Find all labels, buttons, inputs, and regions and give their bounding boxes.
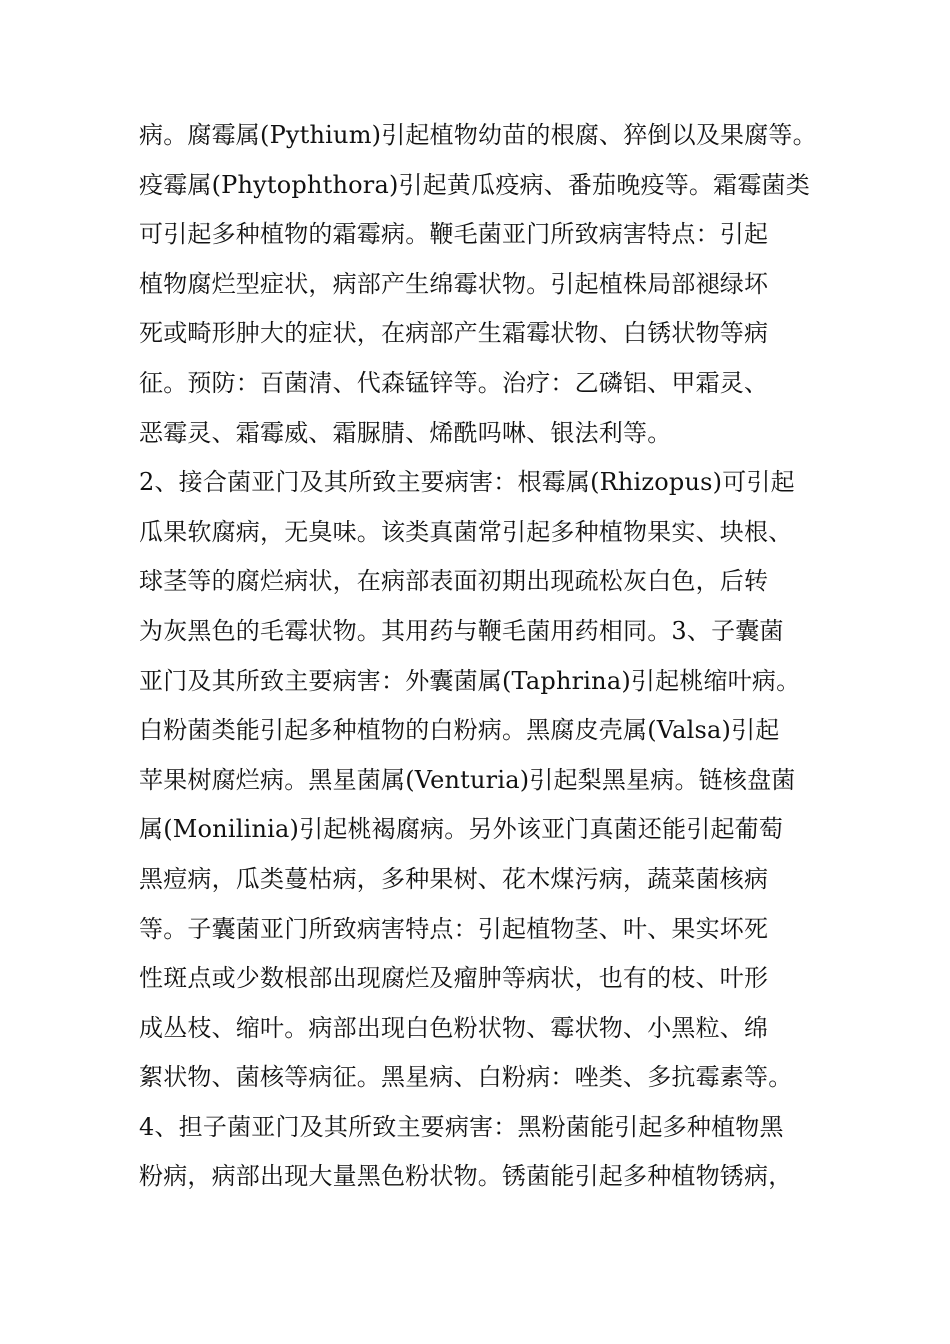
text-line: 白粉菌类能引起多种植物的白粉病。黑腐皮壳属(Valsa)引起 xyxy=(139,716,780,745)
text-line: 疫霉属(Phytophthora)引起黄瓜疫病、番茄晚疫等。霜霉菌类 xyxy=(139,170,810,199)
text-line: 亚门及其所致主要病害：外囊菌属(Taphrina)引起桃缩叶病。 xyxy=(139,666,801,695)
text-line: 4、担子菌亚门及其所致主要病害：黑粉菌能引起多种植物黑 xyxy=(139,1112,784,1141)
text-line: 可引起多种植物的霜霉病。鞭毛菌亚门所致病害特点：引起 xyxy=(139,220,769,249)
text-line: 2、接合菌亚门及其所致主要病害：根霉属(Rhizopus)可引起 xyxy=(139,468,795,497)
text-line: 为灰黑色的毛霉状物。其用药与鞭毛菌用药相同。3、子囊菌 xyxy=(139,616,784,645)
text-line: 等。子囊菌亚门所致病害特点：引起植物茎、叶、果实坏死 xyxy=(139,914,769,943)
text-line: 成丛枝、缩叶。病部出现白色粉状物、霉状物、小黑粒、绵 xyxy=(139,1013,769,1042)
text-line: 球茎等的腐烂病状，在病部表面初期出现疏松灰白色，后转 xyxy=(139,567,769,596)
text-line: 黑痘病，瓜类蔓枯病，多种果树、花木煤污病，蔬菜菌核病 xyxy=(139,864,769,893)
text-line: 病。腐霉属(Pythium)引起植物幼苗的根腐、猝倒以及果腐等。 xyxy=(139,121,817,149)
text-line: 瓜果软腐病，无臭味。该类真菌常引起多种植物果实、块根、 xyxy=(139,517,793,546)
text-line: 恶霉灵、霜霉威、霜脲腈、烯酰吗啉、银法利等。 xyxy=(139,418,672,447)
text-line: 絮状物、菌核等病征。黑星病、白粉病：唑类、多抗霉素等。 xyxy=(139,1063,793,1092)
body-text xyxy=(139,111,829,1202)
text-line: 苹果树腐烂病。黑星菌属(Venturia)引起梨黑星病。链核盘菌 xyxy=(139,765,796,794)
text-line: 性斑点或少数根部出现腐烂及瘤肿等病状，也有的枝、叶形 xyxy=(139,964,769,993)
text-line: 植物腐烂型症状，病部产生绵霉状物。引起植株局部褪绿坏 xyxy=(139,269,769,298)
text-line: 粉病，病部出现大量黑色粉状物。锈菌能引起多种植物锈病， xyxy=(139,1162,793,1191)
text-line: 死或畸形肿大的症状，在病部产生霜霉状物、白锈状物等病 xyxy=(139,319,769,348)
text-line: 征。预防：百菌清、代森锰锌等。治疗：乙磷铝、甲霜灵、 xyxy=(139,368,769,397)
text-line: 属(Monilinia)引起桃褐腐病。另外该亚门真菌还能引起葡萄 xyxy=(139,815,784,844)
